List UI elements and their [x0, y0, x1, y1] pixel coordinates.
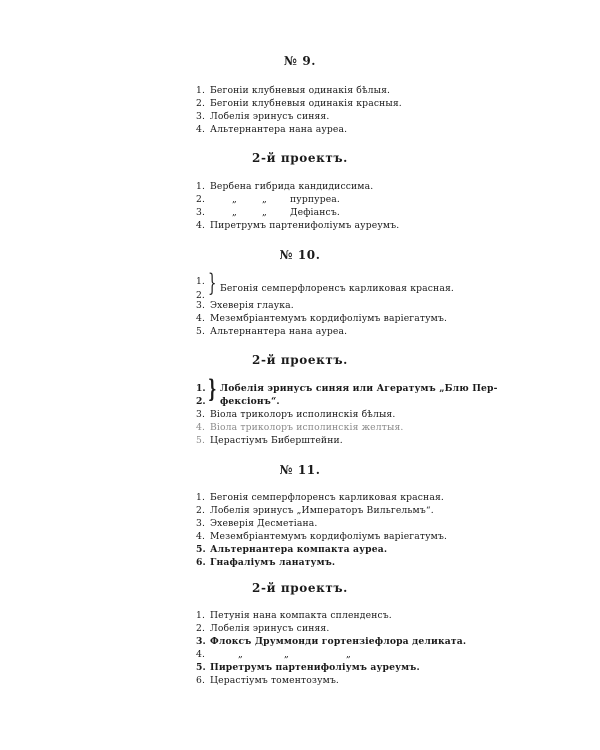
list-item-text: Бегонія семперфлоренсъ карликовая красная. [220, 283, 454, 294]
list-item: 4. Мезембріантемумъ кордифоліумъ варiегатумъ. [196, 531, 448, 542]
list-item-text: Лобелія эринусъ синяя или Агератумъ „Блю Пер- [220, 383, 498, 394]
list-number: 2. [196, 290, 205, 301]
list-item: 1. Вербена гибрида кандидиссима. [196, 181, 374, 192]
list-item: 3. Лобелія эринусъ синяя. [196, 111, 330, 122]
list-item: 5. Церастіумъ Биберштейни. [196, 435, 343, 446]
list-item: 1. Петунія нана компакта спленденсъ. [196, 610, 392, 621]
list-item: 2. Лобелія эринусъ „Императоръ Вильгельмъ“. [196, 505, 434, 516]
brace-mark: } [208, 269, 217, 297]
list-item: 3. Віола триколоръ исполинскія бѣлыя. [196, 409, 396, 420]
list-item: 5. Пиретрумъ партенифоліумъ ауреумъ. [196, 662, 420, 673]
ditto-mark: „ [262, 207, 267, 218]
list-item: 3. Эхеверія Десметіана. [196, 518, 318, 529]
list-item: 4. „ „ „ [196, 649, 351, 660]
brace-mark: } [208, 374, 217, 403]
list-item: 4. Альтернантера нана ауреа. [196, 124, 348, 135]
list-item-text: фексіонъ“. [220, 396, 280, 407]
list-item: 1. Бегонія семперфлоренсъ карликовая красная. [196, 492, 444, 503]
section-heading-10: № 10. [279, 248, 321, 262]
list-item: 2. Бегоніи клубневыя одинакія красныя. [196, 98, 402, 109]
ditto-mark: „ [262, 194, 267, 205]
list-item: 4. Пиретрумъ партенифоліумъ ауреумъ. [196, 220, 400, 231]
list-item: 4. Мезембріантемумъ кордифоліумъ варiегатумъ. [196, 313, 448, 324]
list-item: 3. „ „ Дефіансъ. [196, 207, 340, 218]
list-number: 1. [196, 276, 205, 287]
ditto-mark: „ [232, 194, 237, 205]
section-heading-project-2: 2-й проектъ. [252, 353, 348, 367]
section-heading-project-2: 2-й проектъ. [252, 581, 348, 595]
list-number: 1. [196, 383, 206, 394]
list-item: 3. Эхеверія глаука. [196, 300, 294, 311]
list-item: 5. Альтернантера нана ауреа. [196, 326, 348, 337]
list-item: 6. Гнафаліумъ ланатумъ. [196, 557, 336, 568]
list-item: 6. Церастіумъ томентозумъ. [196, 675, 340, 686]
list-item: 4. Віола триколоръ исполинскія желтыя. [196, 422, 404, 433]
ditto-mark: „ [346, 649, 351, 660]
ditto-mark: „ [238, 649, 243, 660]
ditto-mark: „ [284, 649, 289, 660]
ditto-mark: „ [232, 207, 237, 218]
list-item: 1. Бегоніи клубневыя одинакія бѣлыя. [196, 85, 391, 96]
section-heading-11: № 11. [279, 463, 321, 477]
list-item: 2. Лобелія эринусъ синяя. [196, 623, 330, 634]
section-heading-project-2: 2-й проектъ. [252, 151, 348, 165]
list-item: 2. „ „ пурпуреа. [196, 194, 341, 205]
list-item: 5. Альтернантера компакта ауреа. [196, 544, 388, 555]
list-number: 2. [196, 396, 206, 407]
section-heading-9: № 9. [283, 54, 317, 68]
list-item: 3. Флоксъ Друммонди гортензіефлора деликата. [196, 636, 467, 647]
